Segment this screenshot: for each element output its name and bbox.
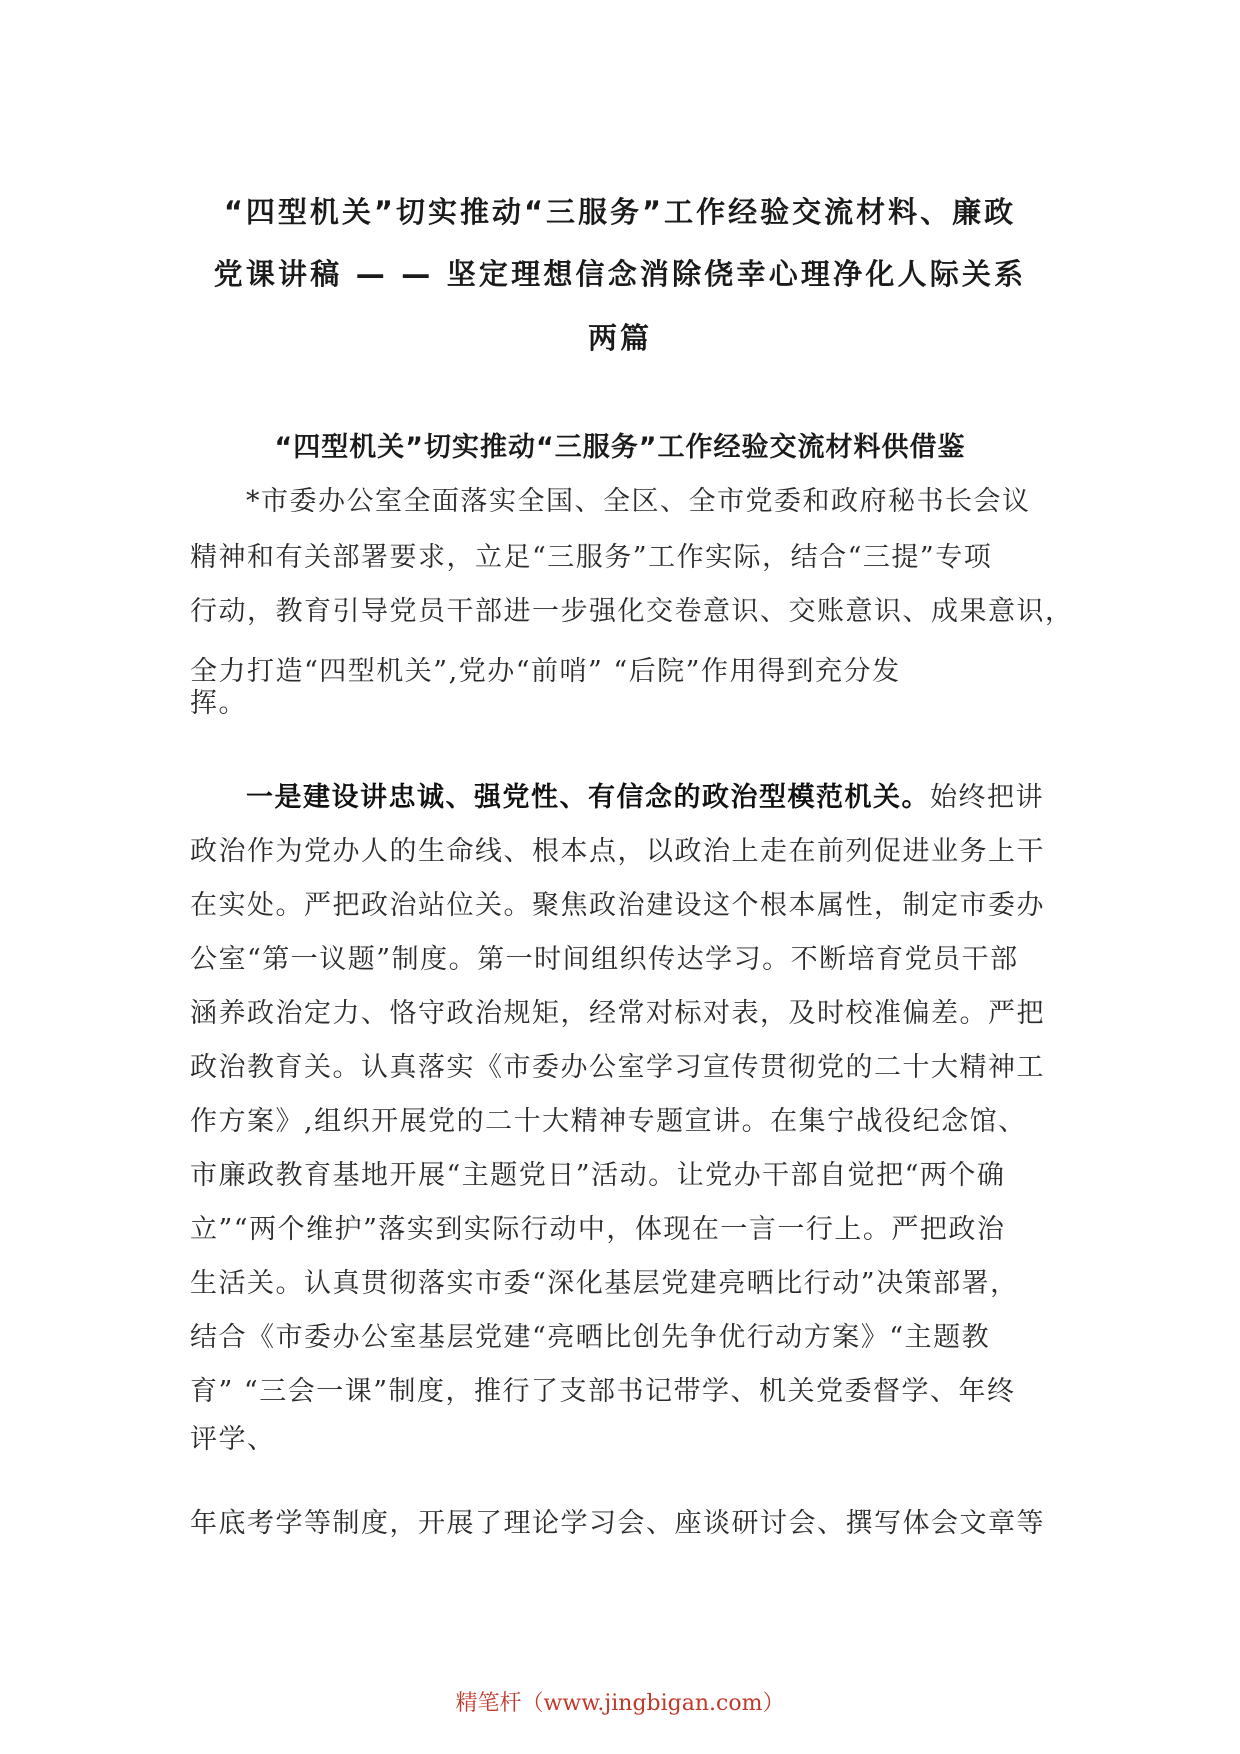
section1-first-line	[246, 778, 1060, 818]
section1-line-7: 市廉政教育基地开展“主题党日”活动。让党办干部自觉把“两个确	[190, 1160, 1006, 1191]
document-title-line-3: 两篇	[587, 321, 652, 355]
intro-line-2: 精神和有关部署要求，立足“三服务”工作实际，结合“三提”专项	[190, 542, 993, 573]
document-title-line-1: “四型机关”切实推动“三服务”工作经验交流材料、廉政	[223, 195, 1017, 229]
section1-line-10: 结合《市委办公室基层党建“亮晒比创先争优行动方案》“主题教	[190, 1322, 991, 1353]
section1-line-3: 公室“第一议题”制度。第一时间组织传达学习。不断培育党员干部	[190, 944, 1019, 975]
section1-line-11: 育” “三会一课”制度，推行了支部书记带学、机关党委督学、年终	[190, 1376, 1016, 1407]
section1-line-6: 作方案》,组织开展党的二十大精神专题宣讲。在集宁战役纪念馆、	[190, 1106, 1027, 1137]
footer-source-link[interactable]: 精笔杆（www.jingbigan.com）	[455, 1691, 785, 1716]
intro-line-1: *市委办公室全面落实全国、全区、全市党委和政府秘书长会议	[246, 486, 1031, 517]
intro-line-4: 全力打造“四型机关”,党办“前哨” “后院”作用得到充分发	[190, 656, 901, 687]
section1-line-5: 政治教育关。认真落实《市委办公室学习宣传贯彻党的二十大精神工	[190, 1052, 1045, 1083]
section1-line-12: 评学、	[190, 1424, 276, 1455]
section1-line-1: 政治作为党办人的生命线、根本点，以政治上走在前列促进业务上干	[190, 836, 1045, 867]
document-title-line-2: 党课讲稿 — — 坚定理想信念消除侥幸心理净化人际关系	[213, 257, 1027, 291]
section1-line-4: 涵养政治定力、恪守政治规矩，经常对标对表，及时校准偏差。严把	[190, 998, 1045, 1029]
section1-line-13: 年底考学等制度，开展了理论学习会、座谈研讨会、撰写体会文章等	[190, 1508, 1045, 1539]
section1-heading: 一是建设讲忠诚、强党性、有信念的政治型模范机关。	[246, 782, 930, 813]
intro-line-3: 行动，教育引导党员干部进一步强化交卷意识、交账意识、成果意识，	[190, 596, 1074, 627]
section1-line-2: 在实处。严把政治站位关。聚焦政治建设这个根本属性，制定市委办	[190, 890, 1045, 921]
section1-heading-tail: 始终把讲	[930, 782, 1044, 813]
section1-line-8: 立”“两个维护”落实到实际行动中，体现在一言一行上。严把政治	[190, 1214, 1006, 1245]
section1-line-9: 生活关。认真贯彻落实市委“深化基层党建亮晒比行动”决策部署，	[190, 1268, 1019, 1299]
document-subtitle: “四型机关”切实推动“三服务”工作经验交流材料供借鉴	[274, 432, 966, 463]
intro-line-5: 挥。	[190, 688, 247, 719]
